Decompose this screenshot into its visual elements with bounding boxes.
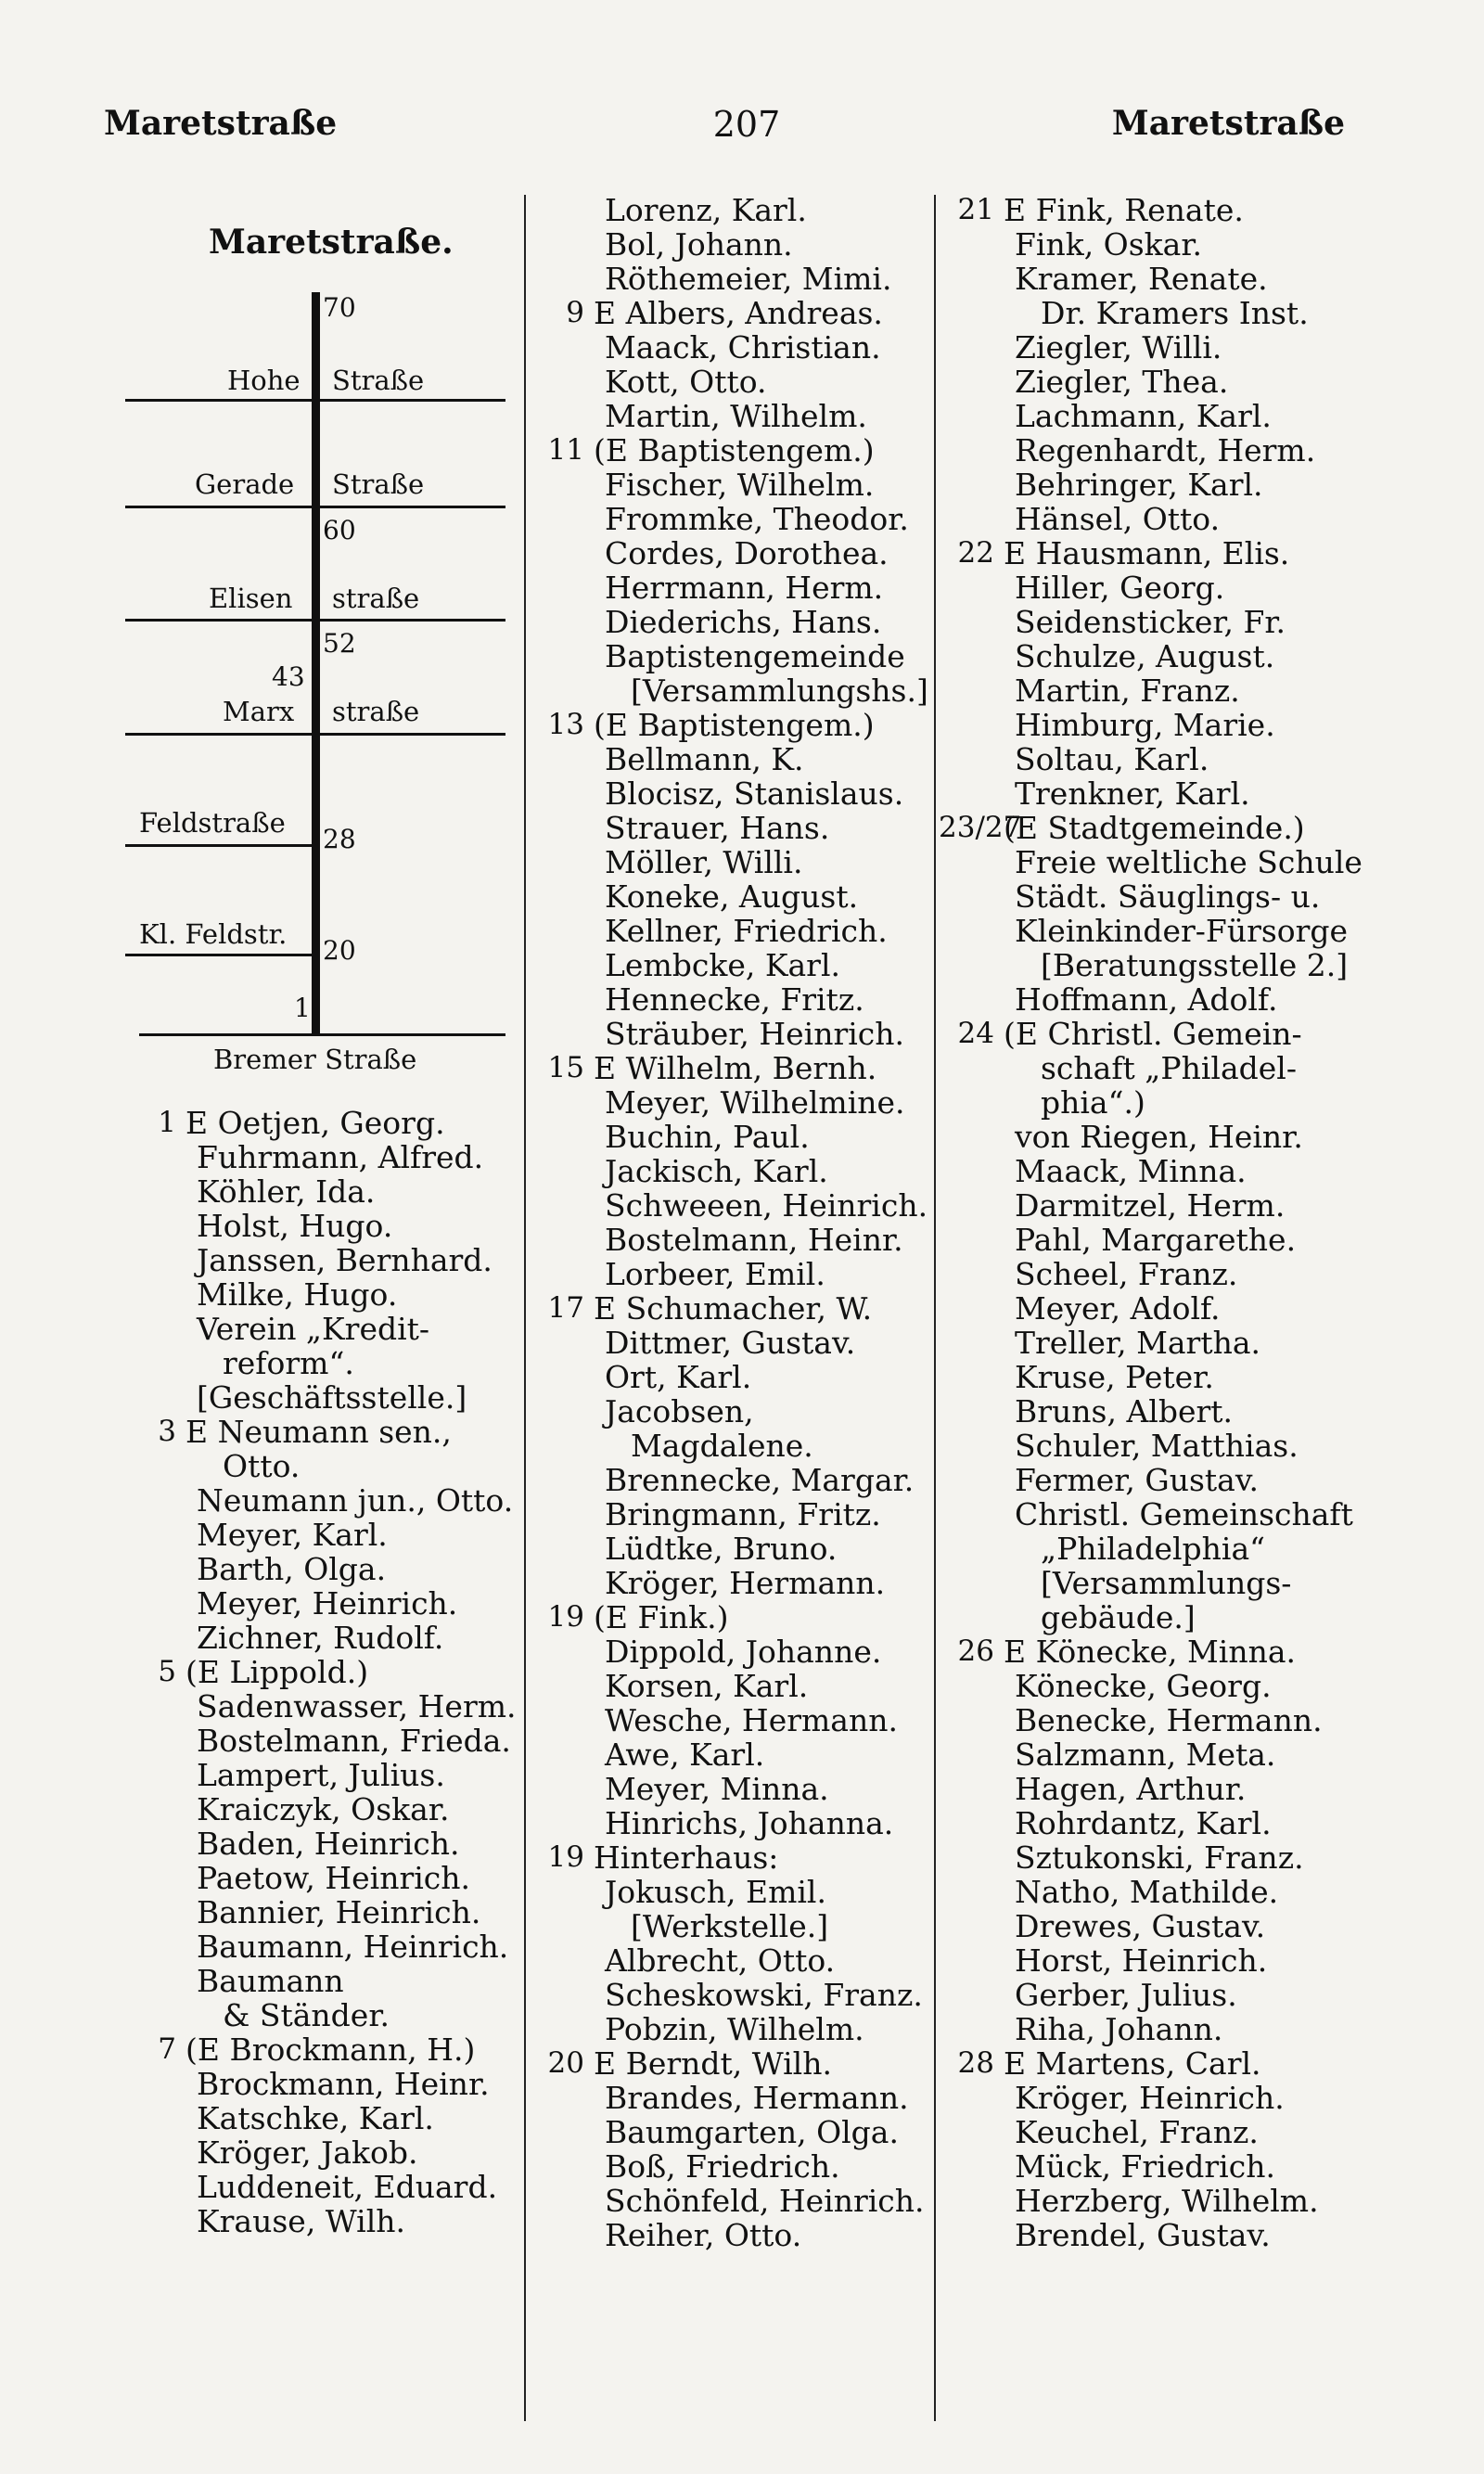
resident-line: Pobzin, Wilhelm. (605, 2011, 864, 2047)
resident-line: (E Lippold.) (186, 1654, 369, 1690)
resident-line: Regenhardt, Herm. (1015, 432, 1316, 468)
resident-line: Frommke, Theodor. (605, 501, 909, 537)
house-number: 3 (158, 1415, 176, 1448)
resident-line: Meyer, Minna. (605, 1771, 829, 1807)
house-number: 15 (547, 1051, 584, 1084)
resident-line: Bringmann, Fritz. (605, 1496, 881, 1532)
resident-line: schaft „Philadel- (1041, 1050, 1298, 1086)
resident-line: (E Brockmann, H.) (186, 2032, 476, 2068)
resident-line: Awe, Karl. (605, 1737, 765, 1773)
resident-line: Kellner, Friedrich. (605, 913, 888, 949)
resident-line: [Versammlungs- (1041, 1565, 1292, 1601)
street-feld: Feldstraße (139, 807, 286, 839)
resident-line: Hagen, Arthur. (1015, 1771, 1247, 1807)
resident-line: Dr. Kramers Inst. (1041, 295, 1309, 331)
resident-line: E Fink, Renate. (1004, 192, 1244, 228)
house-number: 7 (158, 2032, 176, 2066)
resident-line: Möller, Willi. (605, 844, 803, 880)
resident-line: Brendel, Gustav. (1015, 2217, 1271, 2253)
resident-line: Riha, Johann. (1015, 2011, 1223, 2047)
house-number-28: 28 (323, 824, 356, 854)
resident-line: Brandes, Hermann. (605, 2080, 909, 2116)
resident-line: Ort, Karl. (605, 1359, 752, 1395)
resident-line: „Philadelphia“ (1041, 1531, 1266, 1567)
house-number-70: 70 (323, 292, 356, 323)
resident-line: Hennecke, Fritz. (605, 981, 864, 1018)
list-item (529, 1600, 937, 1634)
resident-line: Albrecht, Otto. (605, 1942, 836, 1979)
resident-line: Scheskowski, Franz. (605, 1977, 923, 2013)
resident-line: Jacobsen, (605, 1393, 754, 1429)
resident-line: Hinrichs, Johanna. (605, 1805, 894, 1841)
street-line-marx (125, 733, 505, 736)
resident-line: Meyer, Karl. (197, 1517, 388, 1553)
resident-line: Bruns, Albert. (1015, 1393, 1234, 1429)
resident-line: Schulze, August. (1015, 638, 1275, 674)
resident-line: Baumgarten, Olga. (605, 2114, 899, 2150)
resident-line: Brennecke, Margar. (605, 1462, 915, 1498)
resident-line: Drewes, Gustav. (1015, 1908, 1266, 1944)
resident-line: Buchin, Paul. (605, 1119, 810, 1155)
resident-line: Milke, Hugo. (197, 1276, 398, 1313)
house-number: 9 (566, 296, 584, 329)
house-number: 23/27 (939, 811, 1022, 844)
resident-line: Holst, Hugo. (197, 1208, 393, 1244)
resident-line: (E Stadtgemeinde.) (1004, 810, 1305, 846)
house-number: 5 (158, 1655, 176, 1688)
house-number-20: 20 (323, 935, 356, 966)
resident-line: Christl. Gemeinschaft (1015, 1496, 1353, 1532)
resident-line: Brockmann, Heinr. (197, 2066, 490, 2102)
resident-line: Fink, Oskar. (1015, 226, 1202, 263)
resident-line: Kröger, Jakob. (197, 2134, 418, 2171)
resident-line: E Hausmann, Elis. (1004, 535, 1290, 571)
column-1 (121, 1106, 519, 2238)
resident-line: Janssen, Bernhard. (197, 1242, 493, 1278)
resident-line: Martin, Wilhelm. (605, 398, 867, 434)
resident-line: Pahl, Margarethe. (1015, 1222, 1297, 1258)
header-left-title: Maretstraße (104, 104, 338, 143)
resident-line: Lampert, Julius. (197, 1757, 445, 1793)
resident-line: Könecke, Georg. (1015, 1668, 1272, 1704)
list-item (529, 2046, 937, 2081)
resident-line: Natho, Mathilde. (1015, 1874, 1279, 1910)
resident-line: Kruse, Peter. (1015, 1359, 1214, 1395)
resident-line: E Oetjen, Georg. (186, 1105, 445, 1141)
resident-line: Benecke, Hermann. (1015, 1702, 1323, 1738)
house-number: 24 (957, 1017, 994, 1050)
house-number: 28 (957, 2046, 994, 2080)
resident-line: Köhler, Ida. (197, 1173, 376, 1210)
resident-line: [Versammlungshs.] (631, 673, 928, 709)
street-marx-left: Marx (223, 696, 295, 727)
resident-line: Gerber, Julius. (1015, 1977, 1237, 2013)
street-hohe-right: Straße (332, 365, 425, 396)
list-item (529, 1051, 937, 1085)
resident-line: Hoffmann, Adolf. (1015, 981, 1278, 1018)
resident-line: Ziegler, Thea. (1015, 364, 1229, 400)
resident-line: Dippold, Johanne. (605, 1634, 882, 1670)
list-item (939, 193, 1356, 227)
resident-line: E Schumacher, W. (594, 1290, 873, 1327)
house-number: 26 (957, 1634, 994, 1668)
resident-line: Baumann, Heinrich. (197, 1929, 509, 1965)
resident-line: Lachmann, Karl. (1015, 398, 1272, 434)
resident-line: E Neumann sen., (186, 1414, 452, 1450)
resident-line: Bostelmann, Heinr. (605, 1222, 903, 1258)
resident-line: Dittmer, Gustav. (605, 1325, 856, 1361)
header-right-title: Maretstraße (1111, 104, 1345, 143)
street-elisen-right: straße (332, 583, 420, 614)
street-gerade-left: Gerade (195, 468, 295, 500)
resident-line: von Riegen, Heinr. (1015, 1119, 1303, 1155)
list-item (939, 1017, 1356, 1051)
street-line-gerade (125, 506, 505, 508)
resident-line: Zichner, Rudolf. (197, 1620, 444, 1656)
resident-line: Luddeneit, Eduard. (197, 2169, 498, 2205)
resident-line: Maack, Minna. (1015, 1153, 1247, 1189)
list-item (121, 2032, 519, 2067)
resident-line: Barth, Olga. (197, 1551, 387, 1587)
resident-line: Strauer, Hans. (605, 810, 830, 846)
resident-line: Lorenz, Karl. (605, 192, 807, 228)
column-3 (939, 192, 1362, 2253)
resident-line: reform“. (223, 1345, 354, 1381)
resident-line: phia“.) (1041, 1084, 1145, 1121)
resident-line: Boß, Friedrich. (605, 2148, 840, 2185)
resident-line: Kott, Otto. (605, 364, 767, 400)
resident-line: [Beratungsstelle 2.] (1041, 947, 1349, 983)
resident-line: Kröger, Heinrich. (1015, 2080, 1285, 2116)
list-item (529, 1291, 937, 1326)
resident-line: Lüdtke, Bruno. (605, 1531, 838, 1567)
resident-line: Bannier, Heinrich. (197, 1894, 481, 1930)
resident-line: Korsen, Karl. (605, 1668, 809, 1704)
resident-line: Jackisch, Karl. (605, 1153, 828, 1189)
resident-line: Kröger, Hermann. (605, 1565, 886, 1601)
resident-line: Verein „Kredit- (197, 1311, 430, 1347)
resident-line: Paetow, Heinrich. (197, 1860, 471, 1896)
resident-line: Horst, Heinrich. (1015, 1942, 1268, 1979)
resident-line: (E Baptistengem.) (594, 432, 875, 468)
resident-line: Schuler, Matthias. (1015, 1428, 1298, 1464)
street-diagram (111, 213, 510, 1095)
resident-line: Scheel, Franz. (1015, 1256, 1238, 1292)
resident-line: Bostelmann, Frieda. (197, 1723, 511, 1759)
resident-line: & Ständer. (223, 1997, 390, 2033)
street-line-kl-feld (125, 954, 315, 956)
resident-line: Krause, Wilh. (197, 2203, 405, 2239)
resident-line: (E Fink.) (594, 1599, 729, 1635)
resident-line: Sadenwasser, Herm. (197, 1688, 517, 1724)
resident-line: Schönfeld, Heinrich. (605, 2183, 925, 2219)
resident-line: Soltau, Karl. (1015, 741, 1209, 777)
resident-line: Sztukonski, Franz. (1015, 1839, 1304, 1876)
diagram-title: Maretstraße. (209, 223, 454, 262)
house-number-1: 1 (294, 993, 311, 1023)
resident-line: (E Baptistengem.) (594, 707, 875, 743)
resident-line: E Berndt, Wilh. (594, 2045, 832, 2082)
page-header (0, 104, 1484, 160)
house-number: 1 (158, 1106, 176, 1139)
resident-line: Blocisz, Stanislaus. (605, 776, 904, 812)
resident-line: Trenkner, Karl. (1015, 776, 1250, 812)
street-kl-feld: Kl. Feldstr. (139, 918, 288, 950)
resident-line: Mück, Friedrich. (1015, 2148, 1275, 2185)
house-number-52: 52 (323, 628, 356, 659)
resident-line: Maack, Christian. (605, 329, 881, 365)
column-divider-1 (524, 195, 526, 2421)
house-number-43: 43 (272, 661, 305, 692)
list-item (529, 433, 937, 468)
resident-line: [Geschäftsstelle.] (197, 1379, 467, 1416)
resident-line: [Werkstelle.] (631, 1908, 829, 1944)
resident-line: Diederichs, Hans. (605, 604, 882, 640)
list-item (529, 1840, 937, 1875)
resident-line: Röthemeier, Mimi. (605, 261, 892, 297)
resident-line: Neumann jun., Otto. (197, 1482, 514, 1519)
resident-line: Koneke, August. (605, 878, 859, 915)
list-item (939, 536, 1356, 570)
list-item (529, 296, 937, 330)
resident-line: Martin, Franz. (1015, 673, 1240, 709)
resident-line: Sträuber, Heinrich. (605, 1016, 905, 1052)
resident-line: Seidensticker, Fr. (1015, 604, 1286, 640)
resident-line: Ziegler, Willi. (1015, 329, 1222, 365)
list-item (121, 1415, 519, 1449)
list-item (939, 2046, 1356, 2081)
street-marx-right: straße (332, 696, 420, 727)
resident-line: Wesche, Hermann. (605, 1702, 898, 1738)
resident-line: Katschke, Karl. (197, 2100, 434, 2136)
resident-line: Schweeen, Heinrich. (605, 1187, 928, 1224)
resident-line: Baumann (197, 1963, 344, 1999)
resident-line: Bol, Johann. (605, 226, 793, 263)
street-line-bremer (139, 1033, 505, 1036)
street-line-elisen (125, 619, 505, 622)
house-number: 17 (547, 1291, 584, 1325)
list-item (939, 811, 1356, 845)
resident-line: Lembcke, Karl. (605, 947, 840, 983)
resident-line: Kramer, Renate. (1015, 261, 1268, 297)
resident-line: Meyer, Heinrich. (197, 1585, 458, 1622)
resident-line: (E Christl. Gemein- (1004, 1016, 1302, 1052)
street-elisen-left: Elisen (209, 583, 293, 614)
resident-line: Otto. (223, 1448, 301, 1484)
house-number: 13 (547, 708, 584, 741)
street-line-hohe (125, 399, 505, 402)
list-item (939, 1634, 1356, 1669)
resident-line: Magdalene. (631, 1428, 813, 1464)
street-hohe-left: Hohe (227, 365, 301, 396)
resident-line: Fuhrmann, Alfred. (197, 1139, 484, 1175)
house-number: 11 (547, 433, 584, 467)
resident-line: Fischer, Wilhelm. (605, 467, 875, 503)
house-number: 19 (547, 1600, 584, 1634)
resident-line: Darmitzel, Herm. (1015, 1187, 1286, 1224)
resident-line: Meyer, Adolf. (1015, 1290, 1221, 1327)
resident-line: Treller, Martha. (1015, 1325, 1260, 1361)
street-bremer: Bremer Straße (213, 1044, 417, 1075)
page-number: 207 (712, 104, 781, 145)
list-item (121, 1655, 519, 1689)
resident-line: E Wilhelm, Bernh. (594, 1050, 877, 1086)
resident-line: Salzmann, Meta. (1015, 1737, 1276, 1773)
list-item (529, 708, 937, 742)
resident-line: Fermer, Gustav. (1015, 1462, 1260, 1498)
resident-line: E Albers, Andreas. (594, 295, 883, 331)
resident-line: Bellmann, K. (605, 741, 804, 777)
resident-line: Hiller, Georg. (1015, 570, 1225, 606)
resident-line: Herrmann, Herm. (605, 570, 884, 606)
resident-line: E Könecke, Minna. (1004, 1634, 1296, 1670)
resident-line: gebäude.] (1041, 1599, 1196, 1635)
resident-line: Himburg, Marie. (1015, 707, 1275, 743)
resident-line: Städt. Säuglings- u. (1015, 878, 1321, 915)
resident-line: Rohrdantz, Karl. (1015, 1805, 1272, 1841)
resident-line: Reiher, Otto. (605, 2217, 802, 2253)
resident-line: Jokusch, Emil. (605, 1874, 826, 1910)
resident-line: Freie weltliche Schule (1015, 844, 1362, 880)
house-number: 21 (957, 193, 994, 226)
resident-line: Kleinkinder-Fürsorge (1015, 913, 1349, 949)
house-number-60: 60 (323, 515, 356, 545)
resident-line: Kraiczyk, Oskar. (197, 1791, 450, 1827)
resident-line: Hänsel, Otto. (1015, 501, 1221, 537)
resident-line: Behringer, Karl. (1015, 467, 1263, 503)
resident-line: Cordes, Dorothea. (605, 535, 889, 571)
list-item (121, 1106, 519, 1140)
resident-line: Hinterhaus: (594, 1839, 779, 1876)
resident-line: Meyer, Wilhelmine. (605, 1084, 905, 1121)
resident-line: Baptistengemeinde (605, 638, 905, 674)
resident-line: Keuchel, Franz. (1015, 2114, 1259, 2150)
diagram-main-street-line (312, 292, 320, 1034)
house-number: 22 (957, 536, 994, 570)
house-number: 20 (547, 2046, 584, 2080)
street-gerade-right: Straße (332, 468, 425, 500)
resident-line: Baden, Heinrich. (197, 1826, 460, 1862)
resident-line: Herzberg, Wilhelm. (1015, 2183, 1319, 2219)
resident-line: Lorbeer, Emil. (605, 1256, 825, 1292)
resident-line: E Martens, Carl. (1004, 2045, 1261, 2082)
house-number: 19 (547, 1840, 584, 1874)
street-line-feld (125, 844, 315, 847)
column-2 (529, 193, 937, 2252)
